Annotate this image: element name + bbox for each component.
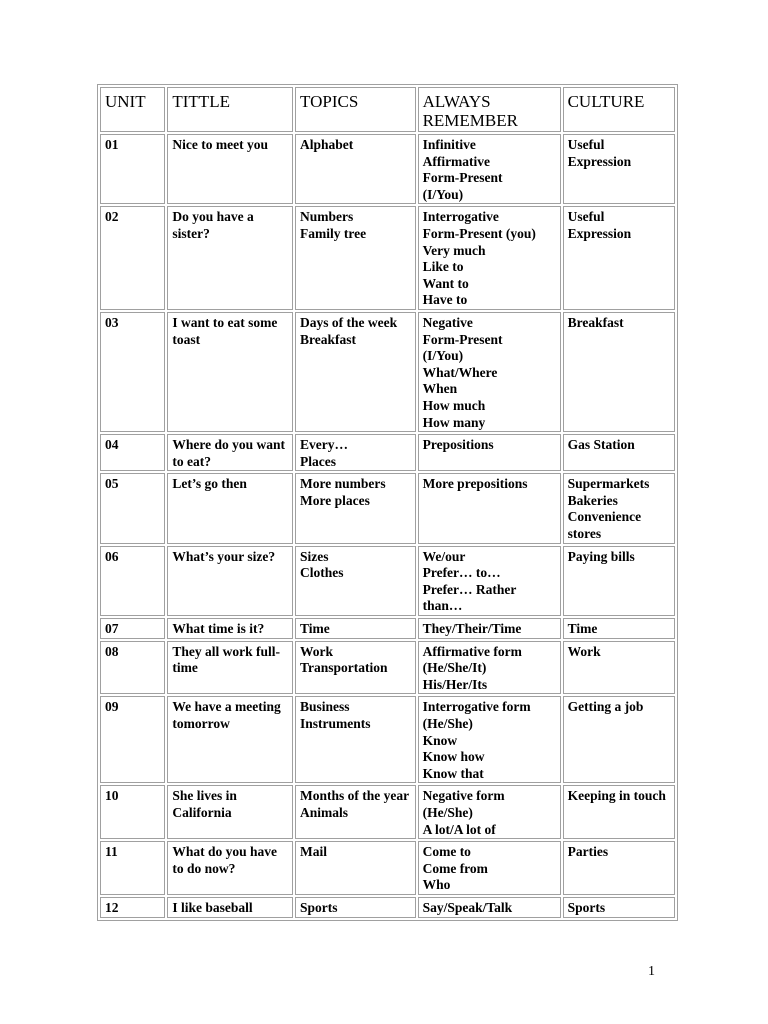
topics-cell: [295, 546, 416, 616]
topics-cell: [295, 434, 416, 471]
header-culture: CULTURE: [563, 87, 675, 132]
topics-cell: [295, 618, 416, 639]
unit-cell: 09: [100, 696, 165, 783]
title-line: I like baseball: [172, 899, 253, 915]
title-line: Let’s go then: [172, 476, 247, 492]
unit-cell: 08: [100, 641, 165, 695]
topics-cell: [295, 696, 416, 783]
remember-line: Want to: [422, 275, 469, 291]
remember-line: A lot/A lot of: [422, 821, 496, 837]
topics-line: Numbers: [300, 209, 354, 225]
topics-line: Sizes: [300, 548, 329, 564]
remember-cell: [418, 897, 561, 918]
culture-line: stores: [567, 526, 602, 542]
remember-line: Interrogative: [422, 209, 499, 225]
remember-line: Affirmative: [422, 153, 491, 169]
remember-line: Affirmative form (He/She/It): [422, 643, 522, 676]
remember-line: (I/You): [422, 348, 464, 364]
culture-cell: [563, 312, 675, 432]
remember-line: Say/Speak/Talk: [422, 899, 513, 915]
topics-cell: [295, 841, 416, 895]
unit-cell: 12: [100, 897, 165, 918]
remember-line: Have to: [422, 292, 468, 308]
table-row: [100, 134, 675, 204]
remember-line: Come from: [422, 860, 488, 876]
remember-line: Negative form (He/She): [422, 788, 505, 820]
topics-cell: [295, 206, 416, 310]
culture-cell: [563, 206, 675, 310]
remember-cell: [418, 785, 561, 839]
remember-line: Negative: [422, 314, 473, 330]
remember-cell: [418, 312, 561, 432]
culture-line: Work: [567, 643, 601, 659]
remember-cell: [418, 434, 561, 471]
topics-line: Sports: [300, 899, 338, 915]
culture-cell: [563, 546, 675, 616]
page-number: 1: [648, 964, 655, 979]
topics-line: Work: [300, 643, 334, 659]
remember-line: How much: [422, 397, 486, 413]
remember-cell: [418, 134, 561, 204]
topics-line: Animals: [300, 804, 349, 820]
topics-cell: [295, 897, 416, 918]
unit-cell: 05: [100, 473, 165, 543]
remember-cell: [418, 473, 561, 543]
culture-line: Paying bills: [567, 548, 635, 564]
topics-line: Every…: [300, 437, 349, 453]
topics-line: Business: [300, 699, 350, 715]
culture-line: Time: [567, 621, 598, 637]
culture-cell: [563, 618, 675, 639]
culture-cell: [563, 785, 675, 839]
remember-line: Prefer… Rather than…: [422, 581, 517, 614]
remember-line: (I/You): [422, 186, 464, 202]
topics-cell: [295, 473, 416, 543]
title-cell: [167, 841, 293, 895]
unit-cell: 04: [100, 434, 165, 471]
topics-line: Alphabet: [300, 137, 354, 152]
topics-line: Days of the week: [300, 314, 398, 330]
remember-cell: [418, 841, 561, 895]
title-line: Do you have a sister?: [172, 209, 254, 241]
remember-cell: [418, 546, 561, 616]
remember-cell: [418, 696, 561, 783]
remember-line: Prepositions: [422, 437, 494, 453]
unit-cell: 11: [100, 841, 165, 895]
unit-cell: 03: [100, 312, 165, 432]
remember-line: More prepositions: [422, 476, 528, 492]
remember-line: Who: [422, 877, 451, 893]
culture-cell: [563, 696, 675, 783]
remember-line: Very much: [422, 242, 486, 258]
remember-line: Come to: [422, 844, 471, 860]
title-cell: [167, 473, 293, 543]
culture-line: Convenience: [567, 509, 642, 525]
remember-line: Know how: [422, 749, 485, 765]
remember-line: Form-Present (you): [422, 225, 536, 241]
remember-line: We/our: [422, 548, 466, 564]
title-line: She lives in California: [172, 788, 237, 820]
title-cell: [167, 434, 293, 471]
table-row: [100, 618, 675, 639]
topics-line: Places: [300, 453, 337, 469]
remember-cell: [418, 206, 561, 310]
topics-line: Instruments: [300, 716, 371, 731]
remember-line: His/Her/Its: [422, 676, 488, 692]
table-row: [100, 312, 675, 432]
culture-cell: [563, 134, 675, 204]
remember-line: They/Their/Time: [422, 621, 522, 637]
culture-line: Gas Station: [567, 437, 635, 453]
header-unit: UNIT: [100, 87, 165, 132]
culture-cell: [563, 841, 675, 895]
header-tittle: TITTLE: [167, 87, 293, 132]
remember-line: What/Where: [422, 364, 498, 380]
culture-line: Keeping in touch: [567, 788, 666, 804]
title-line: What do you have to do now?: [172, 844, 278, 876]
culture-cell: [563, 897, 675, 918]
title-cell: [167, 206, 293, 310]
topics-line: Transportation: [300, 660, 388, 676]
title-cell: [167, 785, 293, 839]
header-always-remember: ALWAYS REMEMBER: [418, 87, 561, 132]
remember-line: Know: [422, 732, 458, 748]
table-row: [100, 841, 675, 895]
table-row: [100, 434, 675, 471]
culture-cell: [563, 641, 675, 695]
culture-line: Useful: [567, 137, 605, 152]
title-line: They all work full-time: [172, 643, 281, 676]
unit-cell: 10: [100, 785, 165, 839]
remember-line: Prefer… to…: [422, 565, 501, 581]
culture-line: Getting a job: [567, 699, 644, 715]
topics-line: Family tree: [300, 225, 367, 241]
culture-line: Supermarkets: [567, 476, 650, 492]
topics-line: Months of the year: [300, 788, 410, 804]
title-line: I want to eat some toast: [172, 314, 278, 347]
culture-line: Sports: [567, 899, 606, 915]
title-cell: [167, 897, 293, 918]
culture-line: Parties: [567, 844, 609, 860]
table-row: [100, 785, 675, 839]
topics-line: More places: [300, 492, 370, 508]
topics-cell: [295, 134, 416, 204]
title-line: Where do you want to eat?: [172, 437, 286, 469]
topics-cell: [295, 641, 416, 695]
syllabus-table: [97, 84, 678, 921]
remember-line: How many: [422, 414, 486, 430]
topics-cell: [295, 785, 416, 839]
remember-line: Know that: [422, 765, 484, 781]
table-row: [100, 897, 675, 918]
topics-line: Breakfast: [300, 331, 357, 347]
remember-line: Infinitive: [422, 137, 476, 152]
header-topics: TOPICS: [295, 87, 416, 132]
culture-line: Breakfast: [567, 314, 624, 330]
remember-line: Interrogative form (He/She): [422, 699, 531, 731]
table-row: [100, 696, 675, 783]
topics-cell: [295, 312, 416, 432]
remember-line: Form-Present: [422, 170, 503, 186]
title-line: What time is it?: [172, 621, 265, 637]
topics-line: Mail: [300, 844, 328, 860]
header-row: [100, 87, 675, 132]
title-cell: [167, 546, 293, 616]
table-row: [100, 206, 675, 310]
title-cell: [167, 134, 293, 204]
remember-cell: [418, 641, 561, 695]
title-cell: [167, 641, 293, 695]
culture-cell: [563, 434, 675, 471]
title-cell: [167, 696, 293, 783]
topics-line: More numbers: [300, 476, 386, 492]
title-cell: [167, 312, 293, 432]
title-line: We have a meeting tomorrow: [172, 699, 281, 731]
culture-line: Expression: [567, 153, 632, 169]
culture-line: Expression: [567, 225, 632, 241]
topics-line: Clothes: [300, 565, 344, 581]
title-line: What’s your size?: [172, 548, 276, 564]
remember-line: Like to: [422, 259, 464, 275]
culture-line: Bakeries: [567, 492, 618, 508]
unit-cell: 06: [100, 546, 165, 616]
title-cell: [167, 618, 293, 639]
title-line: Nice to meet you: [172, 137, 268, 152]
table-row: [100, 641, 675, 695]
topics-line: Time: [300, 621, 330, 637]
unit-cell: 01: [100, 134, 165, 204]
table-body: [100, 134, 675, 918]
table-row: [100, 473, 675, 543]
remember-line: Form-Present: [422, 331, 503, 347]
unit-cell: 07: [100, 618, 165, 639]
table-row: [100, 546, 675, 616]
remember-cell: [418, 618, 561, 639]
culture-cell: [563, 473, 675, 543]
unit-cell: 02: [100, 206, 165, 310]
remember-line: When: [422, 381, 458, 397]
culture-line: Useful: [567, 209, 605, 225]
